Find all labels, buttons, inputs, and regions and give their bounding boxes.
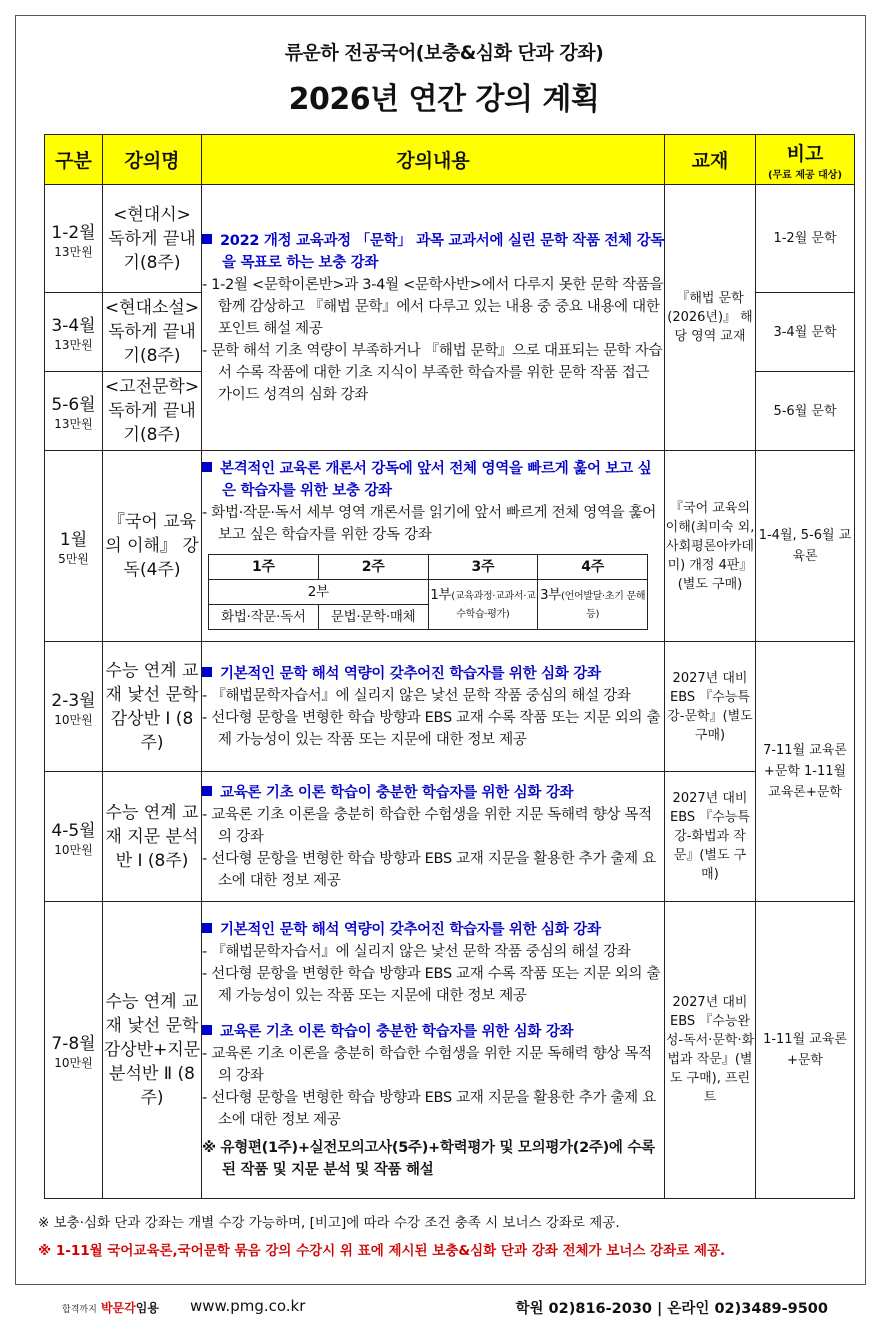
course-content: 교육론 기초 이론 학습이 충분한 학습자를 위한 심화 강좌 - 교육론 기초 이론을 충분히 학습한 수험생을 위한 지문 독해력 향상 목적의 강좌 - 선다형 문항을 변형한 학습 방향과 EBS 교재 지문을 활용한 추가 출제 요소에 대한 정보 제공 — [202, 772, 665, 902]
website-link[interactable]: www.pmg.co.kr — [190, 1297, 306, 1315]
square-bullet-icon — [202, 923, 212, 933]
summary-note: ※ 유형편(1주)+실전모의고사(5주)+학력평가 및 모의평가(2주)에 수록된 작품 및 지문 분석 및 작품 해설 — [202, 1140, 655, 1178]
textbook-cell: 2027년 대비 EBS 『수능완성-독서·문학·화법과 작문』(별도 구매), 프린트 — [665, 902, 756, 1199]
period-cell: 1-2월 13만원 — [45, 185, 103, 293]
square-bullet-icon — [202, 462, 212, 472]
textbook-cell: 『국어 교육의 이해(최미숙 외, 사회평론아카데미) 개정 4판』(별도 구매) — [665, 451, 756, 642]
square-bullet-icon — [202, 786, 212, 796]
course-series-title: 류운하 전공국어(보충&심화 단과 강좌) — [284, 42, 604, 64]
contact-info: 학원 02)816-2030 | 온라인 02)3489-9500 — [515, 1301, 828, 1317]
table-row — [45, 185, 855, 293]
course-name: <고전문학> 독하게 끝내기(8주) — [103, 372, 202, 451]
course-content: 기본적인 문학 해석 역량이 갖추어진 학습자를 위한 심화 강좌 - 『해법문학자습서』에 실리지 않은 낯선 문학 작품 중심의 해설 강좌 - 선다형 문항을 변형한 학습 방향과 EBS 교재 수록 작품 또는 지문 외의 출제 가능성이 있는 작품 또는 지문에 대한 정보 제공 — [202, 642, 665, 772]
course-name: 수능 연계 교재 지문 분석반 Ⅰ (8주) — [103, 772, 202, 902]
table-row — [45, 902, 855, 1199]
note-cell: 7-11월 교육론+문학 1-11월 교육론+문학 — [756, 642, 855, 902]
footnote-bonus: ※ 1-11월 국어교육론,국어문학 묶음 강의 수강시 위 표에 제시된 보충&심화 단과 강좌 전체가 보너스 강좌로 제공. — [38, 1243, 726, 1259]
col-header-book: 교재 — [665, 135, 756, 185]
note-cell: 3-4월 문학 — [756, 293, 855, 372]
textbook-cell: 『해법 문학(2026년)』 해당 영역 교재 — [665, 185, 756, 451]
col-header-content: 강의내용 — [202, 135, 665, 185]
course-content: 기본적인 문학 해석 역량이 갖추어진 학습자를 위한 심화 강좌 - 『해법문학자습서』에 실리지 않은 낯선 문학 작품 중심의 해설 강좌 - 선다형 문항을 변형한 학습 방향과 EBS 교재 수록 작품 또는 지문 외의 출제 가능성이 있는 작품 또는 지문에 대한 정보 제공 교육론 기초 이론 학습이 충분한 학습자를 위한 심화 강좌 - 교육론 기초 이론을 충분히 학습한 수험생을 위한 지문 독해력 향상 목적의 강좌 - 선다형 문항을 변형한 학습 방향과 EBS 교재 지문을 활용한 추가 출제 요소에 대한 정보 제공 ※ 유형편(1주)+실전모의고사(5주)+학력평가 및 모의평가(2주)에 수록된 작품 및 지문 분석 및 작품 해설 — [202, 902, 665, 1199]
square-bullet-icon — [202, 1025, 212, 1035]
publisher-logo: 합격까지 박문각임용 — [62, 1301, 159, 1315]
square-bullet-icon — [202, 234, 212, 244]
course-name: <현대시> 독하게 끝내기(8주) — [103, 185, 202, 293]
note-cell: 1-4월, 5-6월 교육론 — [756, 451, 855, 642]
textbook-cell: 2027년 대비 EBS 『수능특강-문학』(별도 구매) — [665, 642, 756, 772]
table-row — [45, 642, 855, 772]
course-content: 본격적인 교육론 개론서 강독에 앞서 전체 영역을 빠르게 훑어 보고 싶은 학습자를 위한 보충 강좌 - 화법·작문·독서 세부 영역 개론서를 읽기에 앞서 빠르게 전체 영역을 훑어 보고 싶은 학습자를 위한 강독 강좌 1주 2주 3주 4주 2부 1부(교육과정·교과서·교수학습·평가) 3부(언어발달·초기 문해 등) 화법·작문·독서 문법·문학·매체 — [202, 451, 665, 642]
note-cell: 1-2월 문학 — [756, 185, 855, 293]
period-cell: 2-3월 10만원 — [45, 642, 103, 772]
course-name: <현대소설> 독하게 끝내기(8주) — [103, 293, 202, 372]
lecture-plan-table — [44, 134, 855, 1199]
col-header-name: 강의명 — [103, 135, 202, 185]
period-cell: 4-5월 10만원 — [45, 772, 103, 902]
course-content: 2022 개정 교육과정 「문학」 과목 교과서에 실린 문학 작품 전체 강독을 목표로 하는 보충 강좌 - 1-2월 <문학이론반>과 3-4월 <문학사반>에서 다루지 못한 문학 작품을 함께 감상하고 『해법 문학』에서 다루고 있는 내용 중 중요 내용에 대한 포인트 해설 제공 - 문학 해석 기초 역량이 부족하거나 『해법 문학』으로 대표되는 문학 자습서 수록 작품에 대한 기초 지식이 부족한 학습자를 위한 문학 작품 접근 가이드 성격의 심화 강좌 — [202, 185, 665, 451]
period-cell: 3-4월 13만원 — [45, 293, 103, 372]
table-row — [45, 772, 855, 902]
period-cell: 1월 5만원 — [45, 451, 103, 642]
course-name: 수능 연계 교재 낯선 문학 감상반 Ⅰ (8주) — [103, 642, 202, 772]
table-header-row — [45, 135, 855, 185]
col-header-gubun: 구분 — [45, 135, 103, 185]
period-cell: 5-6월 13만원 — [45, 372, 103, 451]
weekly-schedule-table: 1주 2주 3주 4주 2부 1부(교육과정·교과서·교수학습·평가) 3부(언어발달·초기 문해 등) 화법·작문·독서 문법·문학·매체 — [208, 554, 648, 630]
note-cell: 5-6월 문학 — [756, 372, 855, 451]
page-footer — [0, 1296, 888, 1320]
table-row — [45, 451, 855, 642]
course-name: 『국어 교육의 이해』 강독(4주) — [103, 451, 202, 642]
page-title: 2026년 연간 강의 계획 — [288, 82, 600, 117]
col-header-note: 비고 (무료 제공 대상) — [756, 135, 855, 185]
period-cell: 7-8월 10만원 — [45, 902, 103, 1199]
note-cell: 1-11월 교육론+문학 — [756, 902, 855, 1199]
square-bullet-icon — [202, 667, 212, 677]
footnote-general: ※ 보충·심화 단과 강좌는 개별 수강 가능하며, [비고]에 따라 수강 조건 충족 시 보너스 강좌로 제공. — [38, 1215, 620, 1231]
textbook-cell: 2027년 대비 EBS 『수능특강-화법과 작문』(별도 구매) — [665, 772, 756, 902]
course-name: 수능 연계 교재 낯선 문학 감상반+지문 분석반 Ⅱ (8주) — [103, 902, 202, 1199]
